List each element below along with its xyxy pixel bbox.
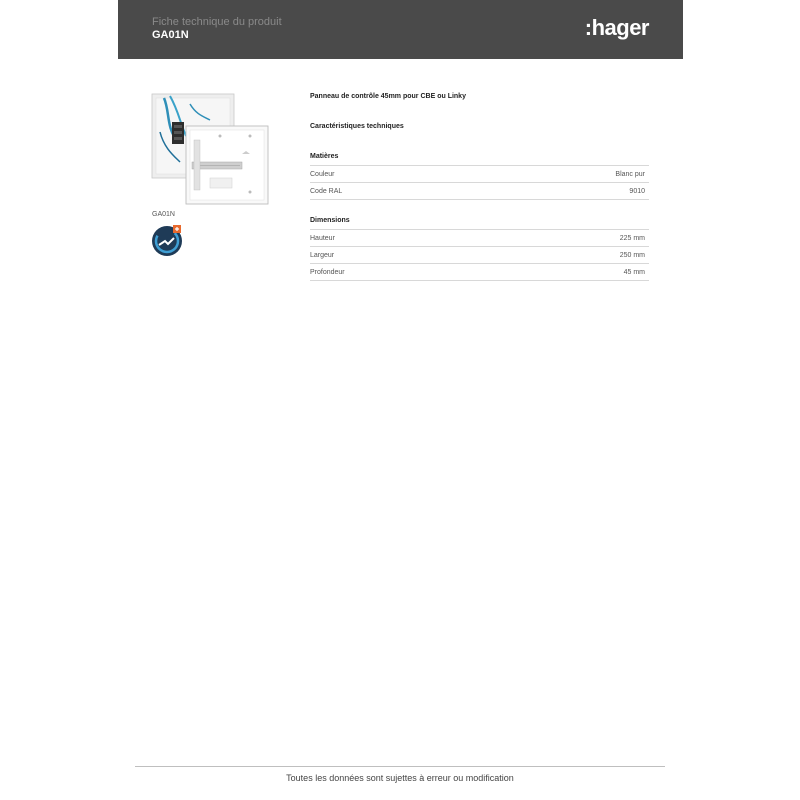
product-image xyxy=(150,92,272,206)
section-title: Caractéristiques techniques xyxy=(310,123,404,130)
header-product-code: GA01N xyxy=(152,29,189,41)
row-label: Couleur xyxy=(310,170,335,178)
image-caption: GA01N xyxy=(152,211,175,218)
row-value: 225 mm xyxy=(619,234,645,242)
row-label: Largeur xyxy=(310,251,335,259)
spec-content xyxy=(310,93,649,281)
table-row xyxy=(310,183,649,200)
row-value: 45 mm xyxy=(623,268,645,276)
group-title-matieres: Matières xyxy=(310,153,339,160)
row-label: Hauteur xyxy=(310,234,335,242)
header-subtitle: Fiche technique du produit xyxy=(152,16,282,28)
brand-logo: :hager xyxy=(584,15,649,40)
page-header xyxy=(118,0,683,59)
row-value: Blanc pur xyxy=(615,170,645,178)
spec-table-dimensions xyxy=(310,229,649,281)
table-row xyxy=(310,264,649,281)
product-badge-icon xyxy=(151,223,185,257)
footer-disclaimer: Toutes les données sont sujettes à erreur ou modification xyxy=(286,773,514,783)
table-row xyxy=(310,166,649,183)
footer-divider xyxy=(135,766,665,767)
product-title: Panneau de contrôle 45mm pour CBE ou Linky xyxy=(310,93,466,100)
spec-table-matieres xyxy=(310,165,649,200)
row-label: Profondeur xyxy=(310,268,345,276)
row-label: Code RAL xyxy=(310,187,343,195)
table-row xyxy=(310,247,649,264)
table-row xyxy=(310,230,649,247)
row-value: 250 mm xyxy=(619,251,645,259)
group-title-dimensions: Dimensions xyxy=(310,217,350,224)
row-value: 9010 xyxy=(629,187,645,195)
